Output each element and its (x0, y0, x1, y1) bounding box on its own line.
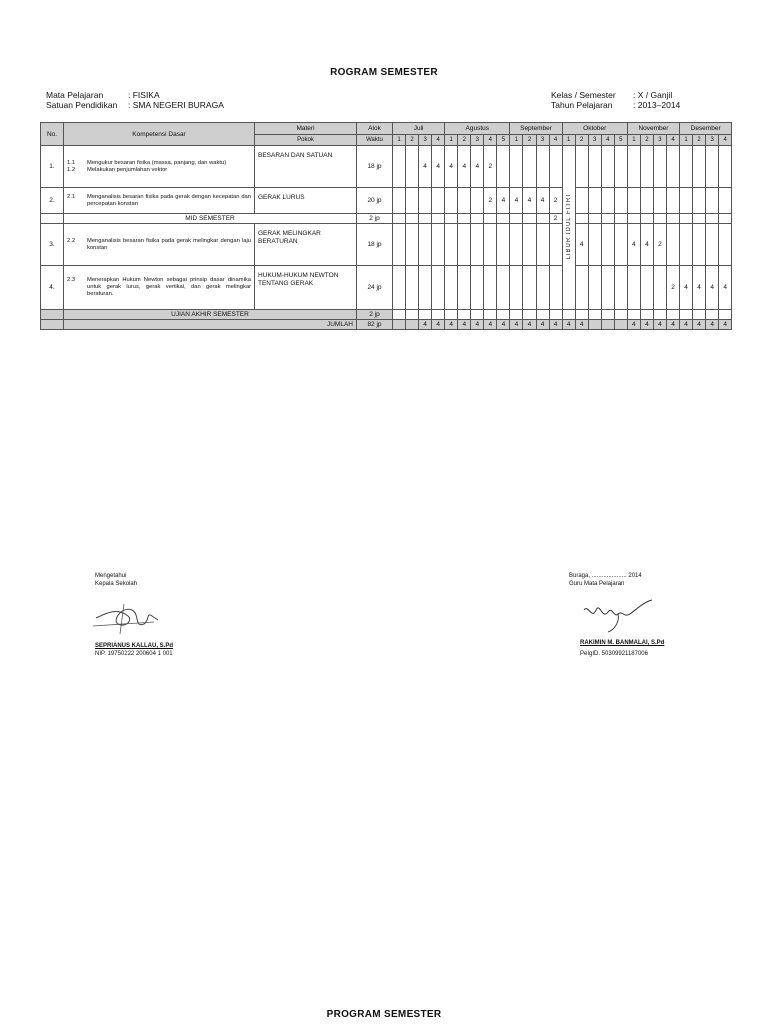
week-cell (523, 224, 536, 266)
table-row (41, 224, 732, 266)
week-cell (432, 266, 445, 310)
week-cell (706, 188, 719, 214)
meta-value-subject: : FISIKA (128, 90, 160, 100)
table-row (41, 146, 732, 188)
week-cell (627, 310, 640, 320)
week-cell (510, 310, 523, 320)
kd-item (64, 167, 254, 174)
week-cell (653, 146, 666, 188)
sign-left-name: SEPRIANUS KALLAU, S.Pd (95, 643, 174, 649)
week-cell (575, 188, 588, 214)
header-month: September (510, 123, 562, 135)
kd-text: Menganalisis besaran fisika pada gerak melingkar dengan laju konstan (87, 237, 251, 251)
week-cell (419, 224, 432, 266)
week-cell (627, 146, 640, 188)
week-cell (393, 214, 406, 224)
week-cell (601, 188, 614, 214)
week-cell (640, 146, 653, 188)
header-no: No. (41, 123, 64, 146)
week-cell (680, 188, 693, 214)
week-cell: 4 (445, 146, 458, 188)
week-cell (393, 224, 406, 266)
header-week: 4 (549, 135, 562, 146)
week-cell: 4 (666, 320, 679, 330)
week-cell: 4 (640, 224, 653, 266)
week-cell (640, 266, 653, 310)
week-cell: 4 (458, 320, 471, 330)
week-cell: 4 (536, 320, 549, 330)
table-cell (41, 214, 64, 224)
week-cell (666, 310, 679, 320)
week-cell (497, 146, 510, 188)
header-week: 5 (497, 135, 510, 146)
alok-cell: 18 jp (357, 146, 393, 188)
header-week: 3 (419, 135, 432, 146)
week-cell (536, 214, 549, 224)
signature-principal (88, 598, 168, 638)
alok-cell: 20 jp (357, 188, 393, 214)
week-cell (680, 310, 693, 320)
week-cell: 4 (653, 320, 666, 330)
week-cell: 2 (549, 188, 562, 214)
week-cell (510, 146, 523, 188)
materi-cell: HUKUM-HUKUM NEWTON TENTANG GERAK (255, 266, 357, 310)
week-cell (601, 214, 614, 224)
week-cell (406, 224, 419, 266)
week-cell (719, 224, 732, 266)
alok-cell: 2 jp (357, 214, 393, 224)
libur-label: LIBUR IDUL FITRI (565, 193, 572, 260)
week-cell: 4 (510, 320, 523, 330)
week-cell (523, 146, 536, 188)
week-cell (458, 188, 471, 214)
week-cell (458, 224, 471, 266)
week-cell: 4 (471, 320, 484, 330)
week-cell (549, 146, 562, 188)
week-cell (406, 214, 419, 224)
week-cell (471, 188, 484, 214)
kd-item (64, 194, 254, 208)
kd-item (64, 238, 254, 252)
week-cell (393, 266, 406, 310)
week-cell (719, 214, 732, 224)
week-cell (614, 146, 627, 188)
week-cell (614, 320, 627, 330)
week-cell: 4 (471, 146, 484, 188)
week-cell (666, 214, 679, 224)
week-cell (432, 188, 445, 214)
meta-value-year: : 2013–2014 (633, 100, 681, 110)
week-cell (627, 266, 640, 310)
week-cell (523, 310, 536, 320)
week-cell: 2 (549, 214, 562, 224)
materi-cell: BESARAN DAN SATUAN (255, 146, 357, 188)
header-week: 3 (653, 135, 666, 146)
kd-cell (64, 224, 255, 266)
header-materi: Materi (255, 123, 357, 135)
kd-number: 2.1 (67, 193, 76, 200)
week-cell: 4 (680, 266, 693, 310)
week-cell (471, 224, 484, 266)
meta-value-class: : X / Ganjil (633, 90, 673, 100)
week-cell: 2 (666, 266, 679, 310)
header-week: 1 (680, 135, 693, 146)
week-cell: 4 (719, 320, 732, 330)
meta-left (46, 90, 224, 110)
week-cell (458, 266, 471, 310)
kd-number: 1.1 (67, 159, 76, 166)
header-week: 2 (523, 135, 536, 146)
row-no: 3. (41, 224, 64, 266)
week-cell (497, 266, 510, 310)
week-cell (575, 214, 588, 224)
week-cell (575, 310, 588, 320)
week-cell (536, 310, 549, 320)
uas-row (41, 310, 732, 320)
week-cell: 4 (693, 266, 706, 310)
week-cell: 4 (523, 320, 536, 330)
week-cell (588, 266, 601, 310)
week-cell (706, 214, 719, 224)
week-cell: 4 (445, 320, 458, 330)
header-week: 4 (484, 135, 497, 146)
meta-label-school: Satuan Pendidikan (46, 100, 118, 110)
sign-right-name: RAKIMIN M. BANMALAI, S.Pd (580, 640, 665, 646)
week-cell: 4 (549, 320, 562, 330)
header-week: 2 (693, 135, 706, 146)
week-cell (419, 188, 432, 214)
week-cell: 2 (484, 188, 497, 214)
kd-number: 2.2 (67, 237, 76, 244)
header-waktu: Waktu (357, 135, 393, 146)
week-cell (706, 310, 719, 320)
table-cell (41, 320, 64, 330)
week-cell (432, 310, 445, 320)
week-cell (653, 214, 666, 224)
week-cell (706, 146, 719, 188)
meta-label-year: Tahun Pelajaran (551, 100, 613, 110)
row-no: 2. (41, 188, 64, 214)
header-month: Desember (680, 123, 732, 135)
signature-block-teacher (569, 572, 642, 588)
meta-value-school: : SMA NEGERI BURAGA (128, 100, 224, 110)
week-cell (536, 224, 549, 266)
week-cell: 4 (419, 320, 432, 330)
week-cell (706, 224, 719, 266)
week-cell (510, 266, 523, 310)
sign-left-line2: Kepala Sekolah (95, 581, 138, 587)
week-cell (562, 310, 575, 320)
header-week: 2 (575, 135, 588, 146)
header-month: November (627, 123, 679, 135)
week-cell (445, 214, 458, 224)
document-title: ROGRAM SEMESTER (330, 67, 438, 78)
week-cell: 4 (627, 224, 640, 266)
header-month: Agustus (445, 123, 510, 135)
signature-teacher (578, 596, 658, 636)
signature-principal-name-block (95, 642, 173, 658)
mid-semester-row (41, 214, 732, 224)
week-cell (666, 188, 679, 214)
week-cell: 2 (653, 224, 666, 266)
week-cell (432, 214, 445, 224)
week-cell (588, 214, 601, 224)
kd-text: Menerapkan Hukum Newton sebagai prinsip dasar dinamika untuk gerak lurus, gerak vertikal, dan gerak melingkar beraturan. (87, 277, 251, 297)
week-cell: 4 (719, 266, 732, 310)
week-cell: 4 (706, 266, 719, 310)
week-cell (458, 310, 471, 320)
week-cell (419, 266, 432, 310)
week-cell (653, 266, 666, 310)
header-week: 4 (719, 135, 732, 146)
week-cell: 4 (575, 320, 588, 330)
week-cell (510, 214, 523, 224)
header-week: 4 (601, 135, 614, 146)
week-cell (471, 214, 484, 224)
header-week: 1 (562, 135, 575, 146)
row-no: 4. (41, 266, 64, 310)
mid-semester-label: MID SEMESTER (64, 214, 357, 224)
week-cell (458, 214, 471, 224)
week-cell (406, 188, 419, 214)
week-cell: 4 (458, 146, 471, 188)
week-cell (497, 214, 510, 224)
kd-item (64, 277, 254, 298)
week-cell (614, 188, 627, 214)
header-alok: Alok (357, 123, 393, 135)
week-cell (601, 146, 614, 188)
week-cell (680, 146, 693, 188)
week-cell: 4 (510, 188, 523, 214)
week-cell (653, 188, 666, 214)
week-cell (588, 146, 601, 188)
alok-cell: 24 jp (357, 266, 393, 310)
week-cell (627, 188, 640, 214)
table-row (41, 188, 732, 214)
week-cell: 4 (484, 320, 497, 330)
week-cell (693, 146, 706, 188)
header-week: 3 (706, 135, 719, 146)
kd-number: 1.2 (67, 166, 76, 173)
week-cell (484, 266, 497, 310)
week-cell (484, 310, 497, 320)
week-cell: 4 (693, 320, 706, 330)
week-cell (601, 310, 614, 320)
week-cell: 4 (680, 320, 693, 330)
kd-cell (64, 266, 255, 310)
signature-teacher-name-block (580, 639, 664, 658)
week-cell: 4 (497, 320, 510, 330)
week-cell: 4 (640, 320, 653, 330)
week-cell (471, 266, 484, 310)
meta-right (551, 90, 680, 110)
kd-number: 2.3 (67, 277, 76, 283)
week-cell (484, 224, 497, 266)
week-cell (719, 146, 732, 188)
week-cell (588, 320, 601, 330)
week-cell: 2 (484, 146, 497, 188)
week-cell: 4 (562, 320, 575, 330)
kd-cell (64, 146, 255, 188)
week-cell (523, 214, 536, 224)
kd-text: Menganalisis besaran fisika pada gerak dengan kecepatan dan percepatan konstan (87, 193, 251, 207)
week-cell (653, 310, 666, 320)
week-cell (549, 266, 562, 310)
sign-left-line1: Mengetahui (95, 573, 127, 579)
week-cell (614, 310, 627, 320)
week-cell (601, 266, 614, 310)
jumlah-row (41, 320, 732, 330)
week-cell (419, 310, 432, 320)
week-cell (693, 188, 706, 214)
week-cell: 4 (627, 320, 640, 330)
week-cell (497, 310, 510, 320)
header-week: 1 (445, 135, 458, 146)
week-cell (601, 224, 614, 266)
week-cell (588, 310, 601, 320)
week-cell (575, 266, 588, 310)
week-cell (588, 224, 601, 266)
header-week: 2 (406, 135, 419, 146)
uas-row-label: UJIAN AKHIR SEMESTER (64, 310, 357, 320)
materi-cell: GERAK LURUS (255, 188, 357, 214)
week-cell (445, 224, 458, 266)
week-cell: 4 (432, 146, 445, 188)
header-week: 3 (536, 135, 549, 146)
uas-row-alok: 2 jp (357, 310, 393, 320)
schedule-table (40, 122, 732, 330)
header-week: 4 (432, 135, 445, 146)
header-month: Juli (393, 123, 445, 135)
header-week: 4 (666, 135, 679, 146)
week-cell (693, 224, 706, 266)
week-cell (432, 224, 445, 266)
week-cell (484, 214, 497, 224)
week-cell: 4 (432, 320, 445, 330)
kd-text: Mengukur besaran fisika (massa, panjang, dan waktu) (87, 159, 227, 166)
libur-cell (562, 146, 575, 310)
week-cell (614, 224, 627, 266)
row-no: 1. (41, 146, 64, 188)
week-cell (510, 224, 523, 266)
week-cell (588, 188, 601, 214)
week-cell (536, 146, 549, 188)
week-cell (393, 146, 406, 188)
week-cell (471, 310, 484, 320)
week-cell (445, 188, 458, 214)
week-cell (719, 310, 732, 320)
week-cell (523, 266, 536, 310)
week-cell (601, 320, 614, 330)
week-cell (640, 214, 653, 224)
kd-text: Melakukan penjumlahan vektor (87, 166, 168, 173)
week-cell (575, 146, 588, 188)
week-cell (497, 224, 510, 266)
header-week: 1 (627, 135, 640, 146)
header-week: 1 (393, 135, 406, 146)
week-cell (680, 214, 693, 224)
sign-right-line2: Guru Mata Pelajaran (569, 581, 625, 587)
week-cell (406, 266, 419, 310)
week-cell (614, 214, 627, 224)
week-cell (445, 310, 458, 320)
week-cell: 4 (536, 188, 549, 214)
week-cell (393, 310, 406, 320)
sign-right-line1: Buraga, ..................... 2014 (569, 573, 642, 579)
week-cell (640, 188, 653, 214)
header-week: 2 (458, 135, 471, 146)
week-cell (419, 214, 432, 224)
header-kd: Kompetensi Dasar (64, 123, 255, 146)
header-week: 5 (614, 135, 627, 146)
header-week: 3 (588, 135, 601, 146)
kd-cell (64, 188, 255, 214)
sign-left-id: NIP. 19750222 200604 1 001 (95, 651, 173, 657)
header-week: 2 (640, 135, 653, 146)
jumlah-row-alok: 82 jp (357, 320, 393, 330)
kd-item (64, 160, 254, 167)
week-cell (693, 310, 706, 320)
week-cell (549, 224, 562, 266)
week-cell: 4 (575, 224, 588, 266)
week-cell: 4 (523, 188, 536, 214)
alok-cell: 18 jp (357, 224, 393, 266)
week-cell: 4 (497, 188, 510, 214)
week-cell (536, 266, 549, 310)
week-cell (445, 266, 458, 310)
week-cell (614, 266, 627, 310)
meta-label-class: Kelas / Semester (551, 90, 616, 100)
week-cell (666, 224, 679, 266)
week-cell (680, 224, 693, 266)
sign-right-id: PeIgID. 50309921187006 (580, 651, 648, 657)
week-cell (549, 310, 562, 320)
week-cell (406, 146, 419, 188)
week-cell: 4 (419, 146, 432, 188)
signature-block-principal (95, 572, 137, 588)
week-cell: 4 (706, 320, 719, 330)
week-cell (393, 188, 406, 214)
header-week: 1 (510, 135, 523, 146)
meta-label-subject: Mata Pelajaran (46, 90, 104, 100)
materi-cell: GERAK MELINGKAR BERATURAN (255, 224, 357, 266)
week-cell (666, 146, 679, 188)
week-cell (640, 310, 653, 320)
week-cell (693, 214, 706, 224)
week-cell (627, 214, 640, 224)
table-cell (41, 310, 64, 320)
week-cell (406, 310, 419, 320)
jumlah-row-label: JUMLAH (64, 320, 357, 330)
header-month: Oktober (562, 123, 627, 135)
footer-title: PROGRAM SEMESTER (326, 1009, 442, 1020)
header-week: 3 (471, 135, 484, 146)
week-cell (719, 188, 732, 214)
week-cell (393, 320, 406, 330)
week-cell (406, 320, 419, 330)
header-pokok: Pokok (255, 135, 357, 146)
table-row (41, 266, 732, 310)
